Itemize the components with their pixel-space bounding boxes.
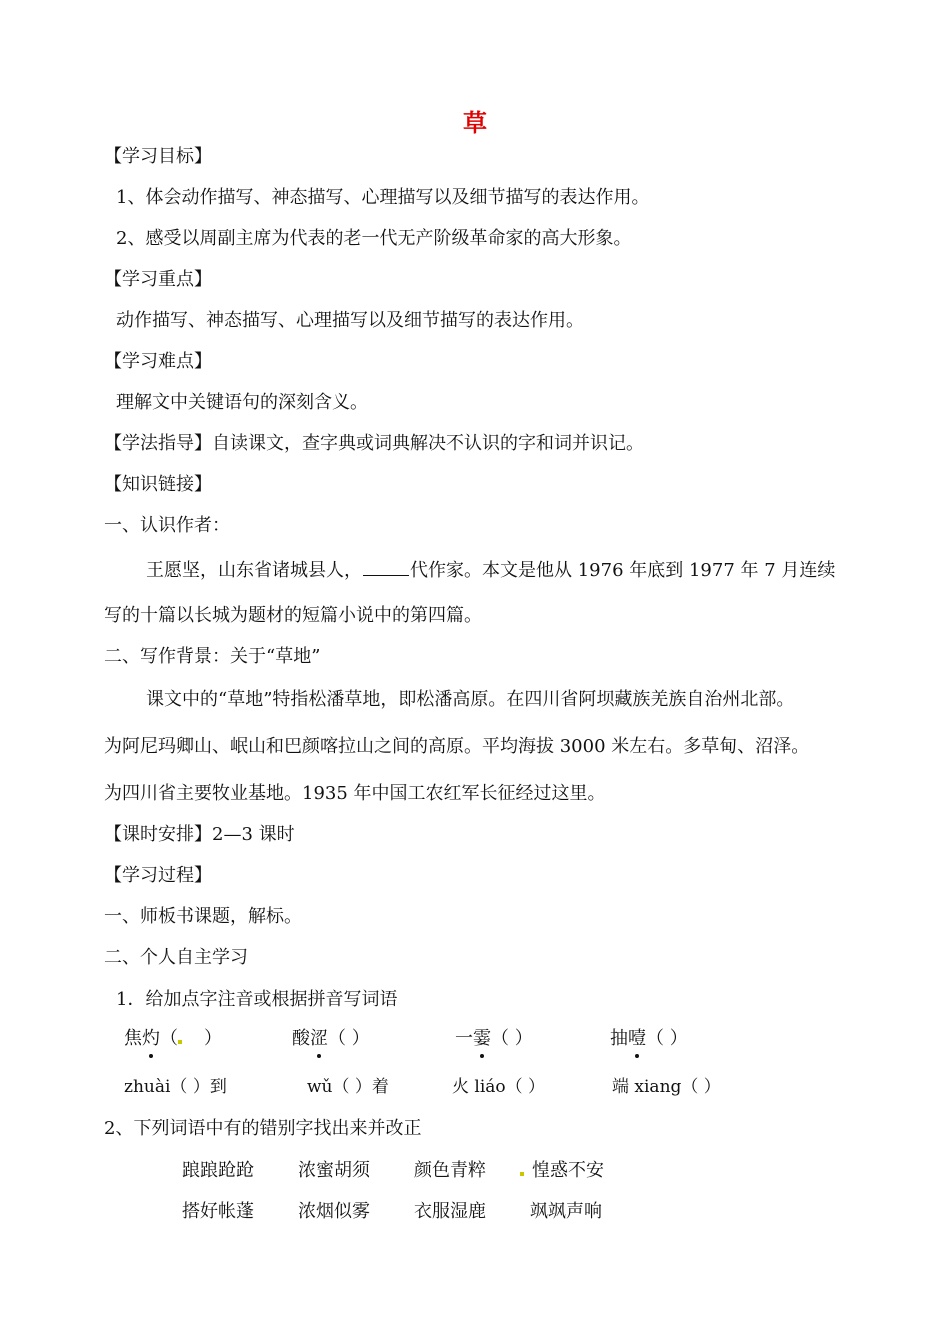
typo-word: 搭好帐蓬: [182, 1201, 254, 1222]
author-text-b: 代作家。本文是他从 1976 年底到 1977 年 7 月连续: [410, 560, 836, 581]
method-line: [104, 433, 644, 455]
author-paragraph-line-1: [146, 559, 835, 582]
answer-space[interactable]: [178, 1028, 204, 1050]
char: 抽: [610, 1028, 628, 1049]
background-line-1: 课文中的“草地”特指松潘草地，即松潘高原。在四川省阿坝藏族羌族自治州北部。: [146, 689, 795, 710]
typo-word: 浓蜜胡须: [298, 1160, 370, 1181]
dotted-char: 霎: [473, 1028, 491, 1049]
char: 酸: [292, 1028, 310, 1049]
hard-heading: 【学习难点】: [104, 351, 212, 372]
goals-heading: 【学习目标】: [104, 146, 212, 167]
pinyin-item-1: [124, 1028, 222, 1050]
answer-bracket[interactable]: （ ）: [646, 1028, 688, 1049]
schedule-text: 2—3 课时: [212, 824, 295, 845]
pinyin-item-3: [455, 1028, 533, 1050]
goal-1: 1、体会动作描写、神态描写、心理描写以及细节描写的表达作用。: [116, 187, 650, 208]
pinyin-write-3[interactable]: 火 liáo（ ）: [452, 1077, 546, 1097]
bracket-open: （: [160, 1028, 178, 1049]
typo-word: 飒飒声响: [530, 1201, 602, 1222]
page-title: 草: [463, 108, 487, 137]
task-2: 2、下列词语中有的错别字找出来并改正: [104, 1118, 422, 1139]
step-2: 二、个人自主学习: [104, 947, 248, 968]
author-paragraph-line-2: 写的十篇以长城为题材的短篇小说中的第四篇。: [104, 605, 482, 626]
typo-word: 惶惑不安: [532, 1160, 604, 1181]
fill-blank[interactable]: [363, 559, 409, 576]
schedule-line: [104, 824, 295, 846]
typo-word: 颜色青粹: [414, 1160, 486, 1181]
pinyin-write-4[interactable]: 端 xiang（ ）: [612, 1077, 721, 1097]
marker-icon: [178, 1040, 182, 1044]
author-heading: 一、认识作者：: [104, 515, 230, 536]
pinyin-write-2[interactable]: wǔ（ ）着: [307, 1077, 389, 1097]
char: 焦: [124, 1028, 142, 1049]
background-line-3: 为四川省主要牧业基地。1935 年中国工农红军长征经过这里。: [104, 783, 606, 804]
typo-word: 衣服湿鹿: [414, 1201, 486, 1222]
background-line-2: 为阿尼玛卿山、岷山和巴颜喀拉山之间的高原。平均海拔 3000 米左右。多草甸、沼泽。: [104, 736, 810, 757]
task-1: 1．给加点字注音或根据拼音写词语: [116, 989, 398, 1010]
key-heading: 【学习重点】: [104, 269, 212, 290]
marker-icon: [520, 1172, 524, 1176]
step-1: 一、师板书课题，解标。: [104, 906, 302, 927]
background-heading: 二、写作背景：关于“草地”: [104, 646, 321, 667]
method-heading: 【学法指导】: [104, 433, 212, 454]
char: 一: [455, 1028, 473, 1049]
bracket-close: ）: [204, 1028, 222, 1049]
pinyin-write-1[interactable]: zhuài（ ）到: [124, 1077, 227, 1097]
key-text: 动作描写、神态描写、心理描写以及细节描写的表达作用。: [116, 310, 584, 331]
dotted-char: 涩: [310, 1028, 328, 1049]
dotted-char: 灼: [142, 1028, 160, 1049]
typo-word-with-marker: [520, 1160, 604, 1182]
pinyin-item-4: [610, 1028, 688, 1050]
answer-bracket[interactable]: （ ）: [328, 1028, 370, 1049]
typo-word: 踉踉跄跄: [182, 1160, 254, 1181]
pinyin-item-2: [292, 1028, 370, 1050]
goal-2: 2、感受以周副主席为代表的老一代无产阶级革命家的高大形象。: [116, 228, 632, 249]
hard-text: 理解文中关键语句的深刻含义。: [116, 392, 368, 413]
method-text: 自读课文，查字典或词典解决不认识的字和词并识记。: [212, 433, 644, 454]
process-heading: 【学习过程】: [104, 865, 212, 886]
schedule-heading: 【课时安排】: [104, 824, 212, 845]
author-text-a: 王愿坚，山东省诸城县人，: [146, 560, 362, 581]
typo-word: 浓烟似雾: [298, 1201, 370, 1222]
dotted-char: 噎: [628, 1028, 646, 1049]
answer-bracket[interactable]: （ ）: [491, 1028, 533, 1049]
link-heading: 【知识链接】: [104, 474, 212, 495]
